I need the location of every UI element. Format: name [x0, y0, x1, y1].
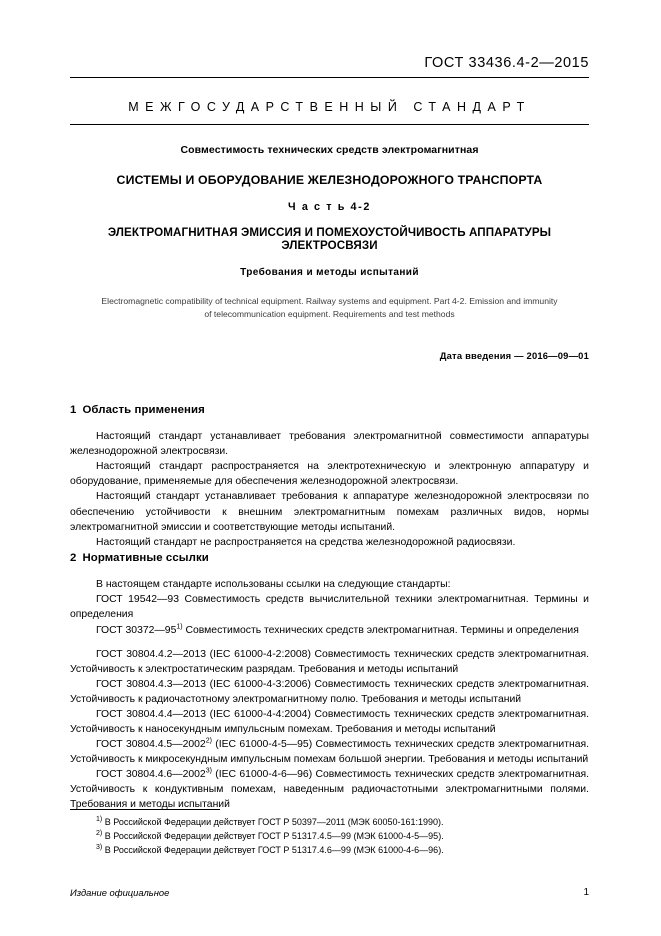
reference-item: ГОСТ 30372—95$^{1)}$ Совместимость технических средств электромагнитная. Термины и определения [96, 623, 579, 636]
english-title-line-1: Electromagnetic compatibility of technical equipment. Railway systems and equipment. Part 4-2. Emission and immunity [101, 296, 558, 306]
reference-item: ГОСТ 30804.4.3—2013 (IEC 61000-4-3:2006) Совместимость технических средств электромагнитная. Устойчивость к радиочастотному электромагнитному полю. Требования и методы испытаний [70, 678, 589, 705]
footnote-separator [70, 809, 220, 810]
document-subtitle: Совместимость технических средств электромагнитная [180, 144, 479, 156]
footnotes-block [70, 809, 589, 858]
section-1-paragraph-4: Настоящий стандарт не распространяется на средства железнодорожной радиосвязи. [96, 536, 516, 548]
reference-item: ГОСТ 30804.4.6—2002$^{3)}$ (IEC 61000-4-6—96) Совместимость технических средств электромагнитная. Устойчивость к кондуктивным помехам, наведенным радиочастотными электромагнитными полями. Требования и методы испытаний [70, 767, 590, 811]
section-1-number: 1 [70, 403, 77, 416]
section-2-heading [70, 550, 589, 567]
section-1-heading [70, 402, 589, 419]
footnote-item: $^{3)}$ В Российской Федерации действует ГОСТ Р 51317.4.6—99 (МЭК 61000-4-6—96). [96, 844, 444, 856]
section-1-title: Область применения [82, 403, 205, 416]
interstate-standard-label: МЕЖГОСУДАРСТВЕННЫЙ СТАНДАРТ [128, 100, 531, 114]
reference-item: ГОСТ 30804.4.4—2013 (IEC 61000-4-4:2004) Совместимость технических средств электромагнитная. Устойчивость к наносекундным импульсным помехам. Требования и методы испытаний [70, 708, 589, 736]
document-requirements-line: Требования и методы испытаний [240, 267, 419, 278]
document-title: СИСТЕМЫ И ОБОРУДОВАНИЕ ЖЕЛЕЗНОДОРОЖНОГО ТРАНСПОРТА [116, 173, 543, 187]
footnote-item: $^{1)}$ В Российской Федерации действует ГОСТ Р 50397—2011 (МЭК 60050-161:1990). [96, 816, 444, 828]
reference-item: ГОСТ 30804.4.2—2013 (IEC 61000-4-2:2008) Совместимость технических средств электромагнитная. Устойчивость к электростатическим разрядам. Требования и методы испытаний [70, 648, 589, 675]
section-2-title: Нормативные ссылки [82, 551, 209, 564]
reference-item: ГОСТ 30804.4.5—2002$^{2)}$ (IEC 61000-4-5—95) Совместимость технических средств электромагнитная. Устойчивость к микросекундным импульсным помехам большой энергии. Требования и методы испытаний [70, 737, 590, 766]
normative-references-list [70, 592, 589, 812]
page-footer [70, 887, 589, 898]
gost-code: ГОСТ 33436.4-2—2015 [424, 55, 589, 71]
header-rule [70, 77, 589, 78]
page-number: 1 [583, 887, 589, 898]
document-title-secondary: ЭЛЕКТРОМАГНИТНАЯ ЭМИССИЯ И ПОМЕХОУСТОЙЧИВОСТЬ АППАРАТУРЫ ЭЛЕКТРОСВЯЗИ [107, 226, 552, 252]
official-edition-label: Издание официальное [70, 887, 170, 898]
section-2-number: 2 [70, 551, 77, 564]
introduction-date: Дата введения — 2016—09—01 [439, 349, 589, 361]
section-1-paragraph-3: Настоящий стандарт устанавливает требования к аппаратуре железнодорожной электросвязи по обеспечению устойчивости к внешним электромагнитным помехам различных видов, нормы электромагнитной эмиссии и соответствующие методы испытаний. [70, 491, 589, 533]
reference-item: ГОСТ 19542—93 Совместимость средств вычислительной техники электромагнитная. Термины и определения [70, 594, 589, 621]
document-english-title [70, 295, 589, 322]
document-body [70, 402, 589, 813]
footnote-item: $^{2)}$ В Российской Федерации действует ГОСТ Р 51317.4.5—99 (МЭК 61000-4-5—95). [96, 830, 444, 842]
section-1-paragraph-1: Настоящий стандарт устанавливает требования электромагнитной совместимости аппаратуры железнодорожной электросвязи. [70, 431, 589, 458]
section-1-paragraph-2: Настоящий стандарт распространяется на электротехническую и электронную аппаратуру и оборудование, применяемые для обеспечения железнодорожной электросвязи. [70, 461, 589, 488]
title-block [70, 144, 589, 361]
section-2-intro: В настоящем стандарте использованы ссылки на следующие стандарты: [96, 579, 451, 591]
header-rule-2 [70, 124, 589, 125]
document-part: Ч а с т ь 4-2 [288, 201, 371, 213]
english-title-line-2: of telecommunication equipment. Requirements and test methods [204, 309, 455, 320]
